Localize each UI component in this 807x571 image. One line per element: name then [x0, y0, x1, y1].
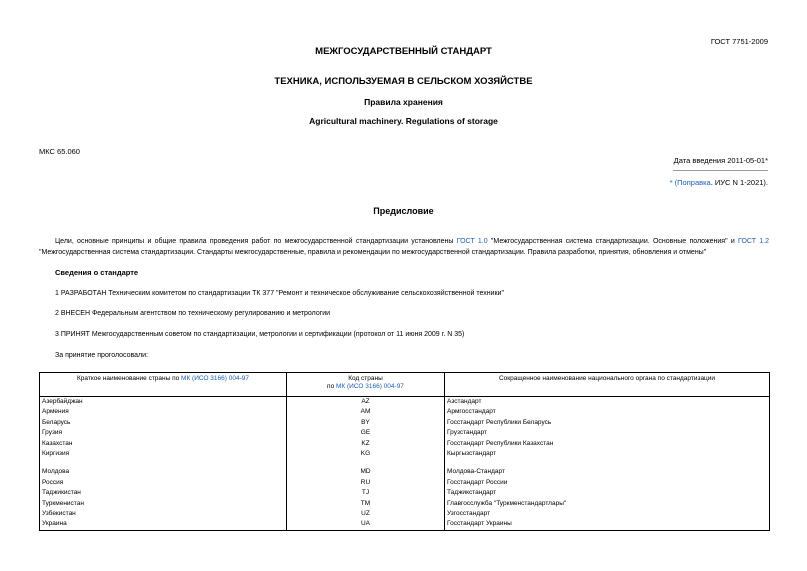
country-name: Туркменистан: [40, 499, 287, 509]
country-name: Беларусь: [40, 418, 287, 428]
country-code: RU: [287, 478, 445, 488]
country-code: TJ: [287, 488, 445, 498]
standards-body: Грузстандарт: [445, 428, 770, 438]
footnote-separator: [673, 170, 768, 171]
country-code: AZ: [287, 397, 445, 408]
document-title-english: Agricultural machinery. Regulations of storage: [309, 116, 498, 126]
country-code: AM: [287, 407, 445, 417]
paragraph-text: "Межгосударственная система стандартизации. Стандарты межгосударственные, правила и рекомендации по межгосударственной стандартизации. Правила разработки, принятия, обновления и отмены": [39, 249, 707, 256]
paragraph-text: Цели, основные принципы и общие правила проведения работ по межгосударственной стандартизации установлены: [55, 238, 457, 245]
table-row: [40, 509, 770, 519]
country-name: Россия: [40, 478, 287, 488]
info-item-developed: 1 РАЗРАБОТАН Техническим комитетом по стандартизации ТК 377 "Ремонт и техническое обслуживание сельскохозяйственной техники": [55, 290, 504, 297]
country-code: GE: [287, 428, 445, 438]
country-name: Украина: [40, 519, 287, 530]
mks-code: МКС 65.060: [39, 147, 80, 156]
preface-heading: Предисловие: [373, 206, 434, 216]
country-name: Киргизия: [40, 449, 287, 459]
standards-body: Госстандарт Республики Казахстан: [445, 439, 770, 449]
document-code: ГОСТ 7751-2009: [710, 37, 768, 46]
standards-body: Главгосслужба "Туркменстандартлары": [445, 499, 770, 509]
countries-table: [39, 372, 770, 531]
gost-1-2-link[interactable]: ГОСТ 1.2: [738, 238, 769, 245]
country-code: KZ: [287, 439, 445, 449]
country-name: Узбекистан: [40, 509, 287, 519]
standards-body: Армгосстандарт: [445, 407, 770, 417]
table-row: [40, 449, 770, 459]
standards-body: Госстандарт России: [445, 478, 770, 488]
country-code: UA: [287, 519, 445, 530]
table-header-row: [40, 373, 770, 397]
table-row: [40, 407, 770, 417]
mk-iso-link[interactable]: МК (ИСО 3166) 004-97: [181, 375, 249, 382]
info-item-introduced: 2 ВНЕСЕН Федеральным агентством по техническому регулированию и метрологии: [55, 310, 331, 317]
table-row: [40, 467, 770, 477]
table-row: [40, 478, 770, 488]
table-row: [40, 488, 770, 498]
preface-paragraph: [39, 236, 769, 258]
table-row: [40, 428, 770, 438]
country-code: KG: [287, 449, 445, 459]
correction-note: [670, 178, 768, 187]
standards-body: Таджикстандарт: [445, 488, 770, 498]
gost-1-0-link[interactable]: ГОСТ 1.0: [456, 238, 488, 245]
table-row: [40, 499, 770, 509]
country-code: MD: [287, 467, 445, 477]
country-code: UZ: [287, 509, 445, 519]
standards-body: Азстандарт: [445, 397, 770, 408]
standards-body: Госстандарт Республики Беларусь: [445, 418, 770, 428]
info-item-adopted: 3 ПРИНЯТ Межгосударственным советом по стандартизации, метрологии и сертификации (протокол от 11 июня 2009 г. N 35): [55, 331, 465, 338]
country-name: Молдова: [40, 467, 287, 477]
country-name: Грузия: [40, 428, 287, 438]
table-spacer-row: [40, 459, 770, 467]
table-row: [40, 397, 770, 408]
table-row: [40, 418, 770, 428]
mk-iso-link[interactable]: МК (ИСО 3166) 004-97: [336, 383, 404, 390]
country-name: Армения: [40, 407, 287, 417]
country-code: TM: [287, 499, 445, 509]
correction-text: . ИУС N 1-2021).: [710, 178, 768, 187]
paragraph-text: "Межгосударственная система стандартизации. Основные положения" и: [487, 238, 739, 245]
standards-body: Госстандарт Украины: [445, 519, 770, 530]
table-row: [40, 439, 770, 449]
correction-star: *: [669, 178, 673, 187]
country-code: BY: [287, 418, 445, 428]
standard-type: МЕЖГОСУДАРСТВЕННЫЙ СТАНДАРТ: [315, 46, 492, 57]
document-title: ТЕХНИКА, ИСПОЛЬЗУЕМАЯ В СЕЛЬСКОМ ХОЗЯЙСТВЕ: [274, 76, 533, 87]
table-row: [40, 519, 770, 530]
intro-date: Дата введения 2011-05-01*: [673, 156, 768, 165]
correction-link[interactable]: (Поправка: [674, 178, 711, 187]
country-name: Азербайджан: [40, 397, 287, 408]
standard-info-heading: Сведения о стандарте: [55, 268, 139, 277]
standards-body: Узгосстандарт: [445, 509, 770, 519]
column-header-body: Сокращенное наименование национального органа по стандартизации: [445, 373, 770, 397]
column-header-code: Код страны по МК (ИСО 3166) 004-97: [287, 373, 445, 397]
standards-body: Кыргызстандарт: [445, 449, 770, 459]
country-name: Казахстан: [40, 439, 287, 449]
country-name: Таджикистан: [40, 488, 287, 498]
voted-label: За принятие проголосовали:: [55, 352, 148, 359]
document-subtitle: Правила хранения: [364, 97, 443, 107]
column-header-country: Краткое наименование страны по МК (ИСО 3166) 004-97: [40, 373, 287, 397]
standards-body: Молдова-Стандарт: [445, 467, 770, 477]
